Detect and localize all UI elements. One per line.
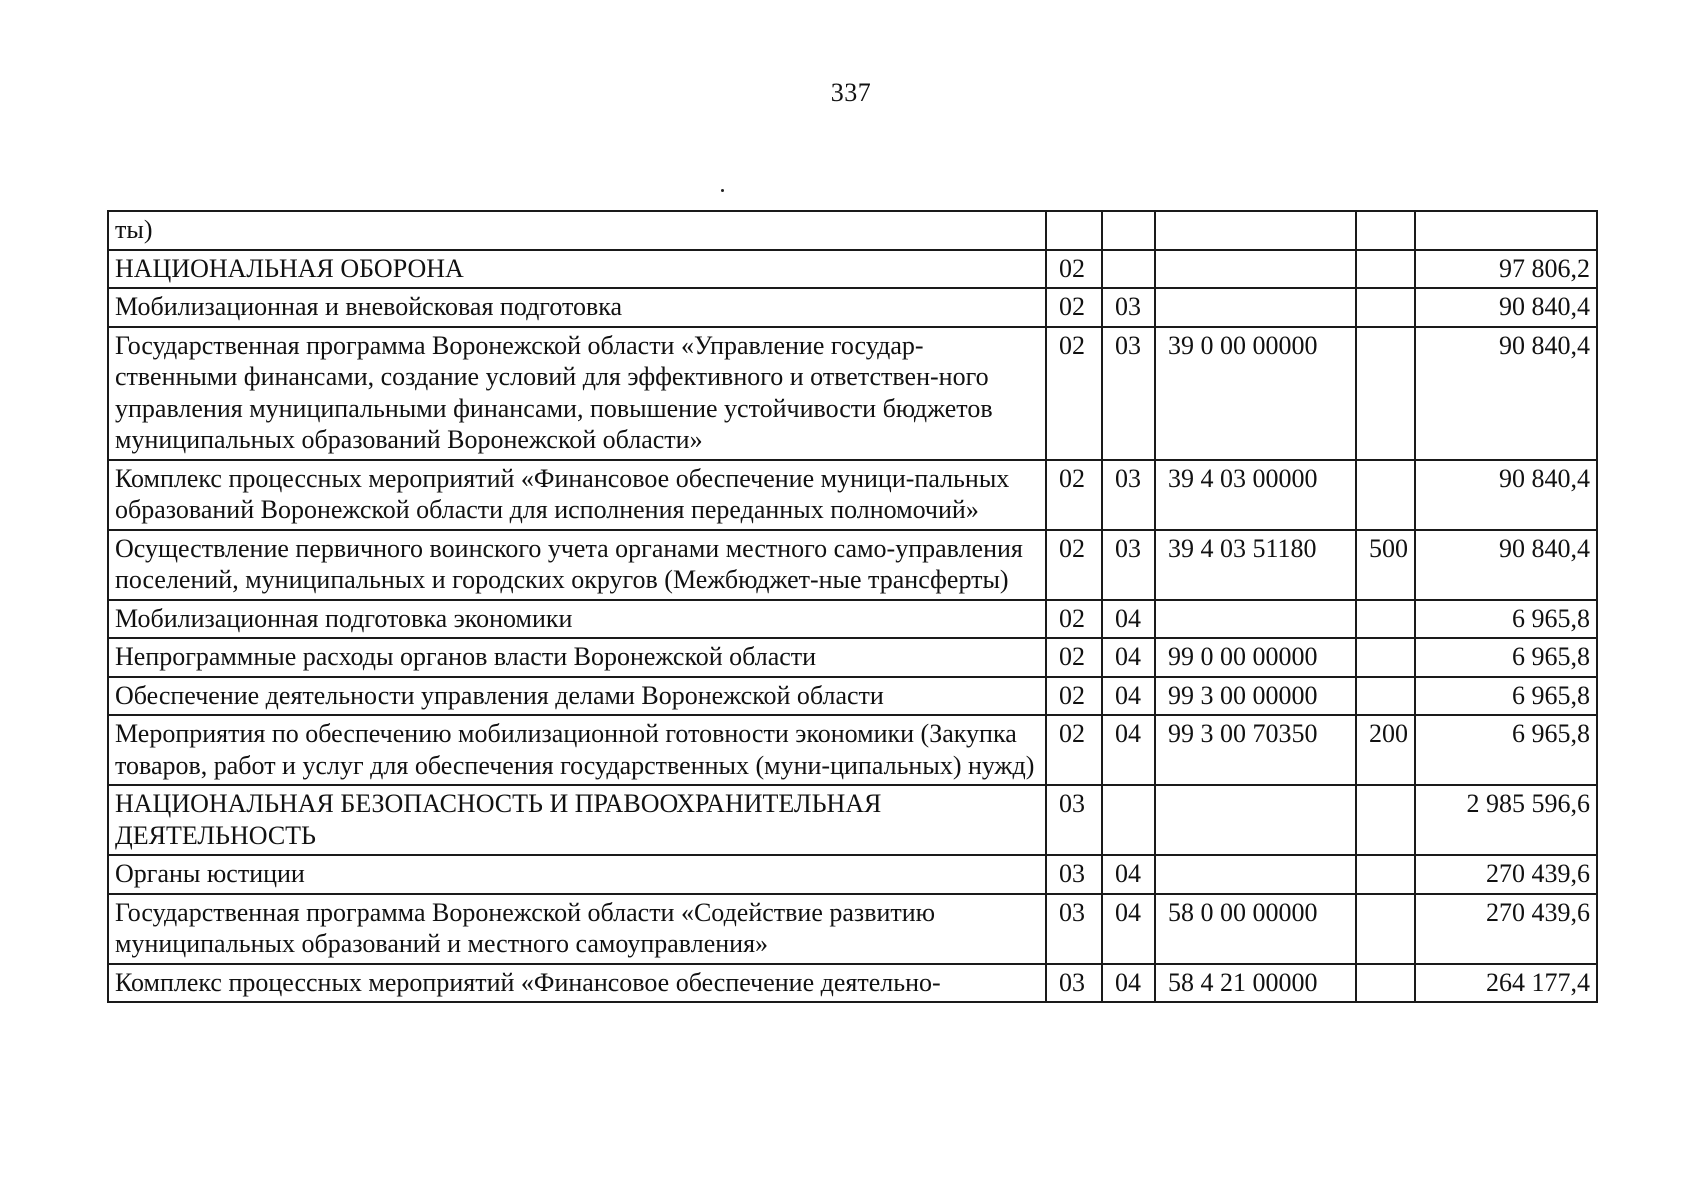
- row-amount: 6 965,8: [1415, 638, 1597, 677]
- row-subsection: 03: [1102, 460, 1155, 530]
- scan-speck: [721, 189, 724, 192]
- row-section: 02: [1046, 677, 1102, 716]
- row-name: Обеспечение деятельности управления делами Воронежской области: [108, 677, 1046, 716]
- row-amount: [1415, 211, 1597, 250]
- page-number: 337: [830, 78, 872, 107]
- row-target-item: [1155, 288, 1356, 327]
- table-row: [108, 530, 1597, 600]
- row-name: Комплекс процессных мероприятий «Финансовое обеспечение деятельно-: [108, 964, 1046, 1003]
- row-target-item: 58 0 00 00000: [1155, 894, 1356, 964]
- row-amount: 270 439,6: [1415, 894, 1597, 964]
- table-row: [108, 894, 1597, 964]
- table-row: [108, 327, 1597, 460]
- table-row: [108, 460, 1597, 530]
- row-subsection: 03: [1102, 288, 1155, 327]
- row-amount: 2 985 596,6: [1415, 785, 1597, 855]
- row-target-item: [1155, 855, 1356, 894]
- row-expense-type: [1356, 211, 1415, 250]
- row-target-item: [1155, 250, 1356, 289]
- row-subsection: 03: [1102, 530, 1155, 600]
- row-name: Мобилизационная и вневойсковая подготовка: [108, 288, 1046, 327]
- row-expense-type: [1356, 677, 1415, 716]
- row-expense-type: [1356, 855, 1415, 894]
- row-name: Осуществление первичного воинского учета органами местного само-управления поселений, муниципальных и городских округов (Межбюджет-ные трансферты): [108, 530, 1046, 600]
- row-target-item: [1155, 211, 1356, 250]
- row-section: 03: [1046, 964, 1102, 1003]
- row-name: Непрограммные расходы органов власти Воронежской области: [108, 638, 1046, 677]
- row-amount: 270 439,6: [1415, 855, 1597, 894]
- row-subsection: [1102, 785, 1155, 855]
- row-target-item: 99 3 00 00000: [1155, 677, 1356, 716]
- row-amount: 90 840,4: [1415, 530, 1597, 600]
- row-section: 02: [1046, 250, 1102, 289]
- row-name: Органы юстиции: [108, 855, 1046, 894]
- table-row: [108, 964, 1597, 1003]
- table-row: [108, 211, 1597, 250]
- row-expense-type: [1356, 785, 1415, 855]
- row-section: [1046, 211, 1102, 250]
- row-target-item: 39 4 03 00000: [1155, 460, 1356, 530]
- row-name: Комплекс процессных мероприятий «Финансовое обеспечение муници-пальных образований Воронежской области для исполнения переданных полномочий»: [108, 460, 1046, 530]
- budget-table: [107, 210, 1598, 1003]
- row-name: Мобилизационная подготовка экономики: [108, 600, 1046, 639]
- row-name: Мероприятия по обеспечению мобилизационной готовности экономики (Закупка товаров, работ и услуг для обеспечения государственных (муни-ципальных) нужд): [108, 715, 1046, 785]
- row-expense-type: [1356, 600, 1415, 639]
- row-expense-type: [1356, 460, 1415, 530]
- row-amount: 6 965,8: [1415, 600, 1597, 639]
- row-section: 02: [1046, 715, 1102, 785]
- row-subsection: 03: [1102, 327, 1155, 460]
- row-section: 02: [1046, 288, 1102, 327]
- row-target-item: [1155, 785, 1356, 855]
- table-row: [108, 855, 1597, 894]
- row-section: 02: [1046, 460, 1102, 530]
- table-row: [108, 250, 1597, 289]
- row-target-item: 39 0 00 00000: [1155, 327, 1356, 460]
- row-amount: 90 840,4: [1415, 288, 1597, 327]
- row-expense-type: [1356, 964, 1415, 1003]
- row-target-item: 99 3 00 70350: [1155, 715, 1356, 785]
- row-target-item: 58 4 21 00000: [1155, 964, 1356, 1003]
- table-row: [108, 600, 1597, 639]
- row-subsection: 04: [1102, 638, 1155, 677]
- row-subsection: [1102, 211, 1155, 250]
- table-row: [108, 288, 1597, 327]
- row-amount: 264 177,4: [1415, 964, 1597, 1003]
- row-name: НАЦИОНАЛЬНАЯ ОБОРОНА: [108, 250, 1046, 289]
- row-amount: 97 806,2: [1415, 250, 1597, 289]
- row-subsection: 04: [1102, 855, 1155, 894]
- row-section: 03: [1046, 894, 1102, 964]
- row-section: 03: [1046, 855, 1102, 894]
- table-row: [108, 638, 1597, 677]
- row-section: 02: [1046, 638, 1102, 677]
- row-subsection: 04: [1102, 894, 1155, 964]
- row-subsection: 04: [1102, 715, 1155, 785]
- row-target-item: 99 0 00 00000: [1155, 638, 1356, 677]
- row-name: НАЦИОНАЛЬНАЯ БЕЗОПАСНОСТЬ И ПРАВООХРАНИТЕЛЬНАЯ ДЕЯТЕЛЬНОСТЬ: [108, 785, 1046, 855]
- row-expense-type: [1356, 894, 1415, 964]
- row-amount: 6 965,8: [1415, 677, 1597, 716]
- table-row: [108, 785, 1597, 855]
- table-row: [108, 715, 1597, 785]
- row-subsection: 04: [1102, 677, 1155, 716]
- row-target-item: 39 4 03 51180: [1155, 530, 1356, 600]
- row-section: 02: [1046, 327, 1102, 460]
- row-expense-type: 500: [1356, 530, 1415, 600]
- row-expense-type: [1356, 327, 1415, 460]
- row-name: Государственная программа Воронежской области «Управление государ-ственными финансами, создание условий для эффективного и ответствен-ного управления муниципальными финансами, повышение устойчивости бюджетов муниципальных образований Воронежской области»: [108, 327, 1046, 460]
- row-section: 02: [1046, 530, 1102, 600]
- row-expense-type: [1356, 288, 1415, 327]
- row-name: ты): [108, 211, 1046, 250]
- row-subsection: 04: [1102, 964, 1155, 1003]
- row-amount: 90 840,4: [1415, 460, 1597, 530]
- row-subsection: [1102, 250, 1155, 289]
- row-expense-type: [1356, 250, 1415, 289]
- row-expense-type: 200: [1356, 715, 1415, 785]
- row-amount: 90 840,4: [1415, 327, 1597, 460]
- row-target-item: [1155, 600, 1356, 639]
- row-amount: 6 965,8: [1415, 715, 1597, 785]
- row-section: 03: [1046, 785, 1102, 855]
- row-name: Государственная программа Воронежской области «Содействие развитию муниципальных образований и местного самоуправления»: [108, 894, 1046, 964]
- row-section: 02: [1046, 600, 1102, 639]
- row-expense-type: [1356, 638, 1415, 677]
- row-subsection: 04: [1102, 600, 1155, 639]
- table-row: [108, 677, 1597, 716]
